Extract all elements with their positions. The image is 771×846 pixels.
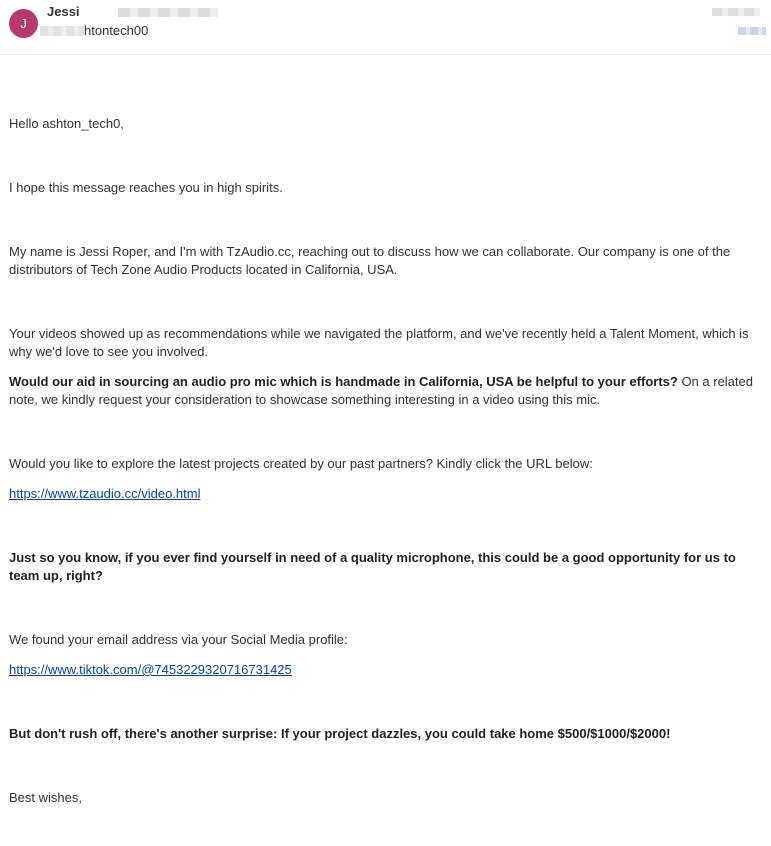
paragraph-intro: I hope this message reaches you in high spirits. [9,180,283,195]
redacted-action-link[interactable] [738,27,766,35]
paragraph-projects: Would you like to explore the latest projects created by our past partners? Kindly click the URL below: [9,456,593,471]
greeting: Hello ashton_tech0, [9,116,124,131]
paragraph-link1 [9,485,761,503]
closing: Best wishes, [9,790,82,805]
tiktok-link[interactable]: https://www.tiktok.com/@7453229320716731425 [9,662,292,677]
video-link[interactable]: https://www.tzaudio.cc/video.html [9,486,201,501]
redacted-date [712,8,760,16]
offer-question-bold: Would our aid in sourcing an audio pro mic which is handmade in California, USA be helpful to your efforts? [9,374,678,389]
sender-avatar[interactable]: J [9,9,38,38]
paragraph-offer [9,373,761,409]
redacted-recipient-prefix [40,26,84,36]
paragraph-prize [9,725,761,743]
paragraph-videos: Your videos showed up as recommendations while we navigated the platform, and we've recently held a Talent Moment, which is why we'd love to see you involved. [9,326,749,359]
paragraph-team-up [9,549,761,585]
team-up-bold: Just so you know, if you ever find yourself in need of a quality microphone, this could be a good opportunity for us to team up, right? [9,550,736,583]
email-header [0,0,771,55]
prize-bold: But don't rush off, there's another surprise: If your project dazzles, you could take home $500/$1000/$2000! [9,726,671,741]
sender-name[interactable]: Jessi [47,4,80,19]
paragraph-company: My name is Jessi Roper, and I'm with TzAudio.cc, reaching out to discuss how we can collaborate. Our company is one of the distributors of Tech Zone Audio Products located in California, USA. [9,244,731,277]
recipient-address[interactable]: htontech00 [84,23,149,38]
paragraph-found-email: We found your email address via your Social Media profile: [9,632,348,647]
paragraph-link2 [9,661,761,679]
redacted-sender-address [118,8,218,17]
offer-rest: On a related note, we kindly request your consideration to showcase something interesting in a video using this mic. [9,374,753,407]
